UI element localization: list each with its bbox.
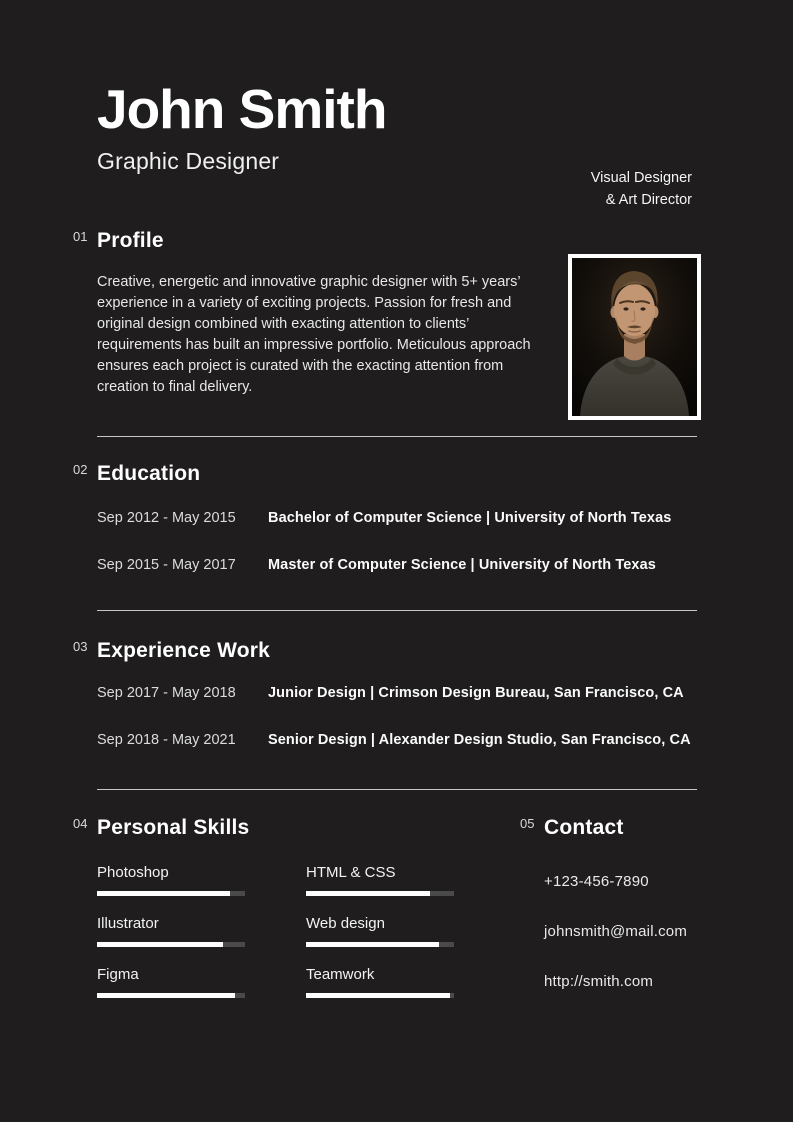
- skill-bar-fill: [97, 993, 235, 998]
- section-title-contact: Contact: [544, 816, 624, 840]
- skills-grid: [97, 864, 544, 998]
- tagline-line-2: & Art Director: [605, 191, 692, 208]
- skill-item: [97, 915, 245, 947]
- section-title-skills: Personal Skills: [97, 816, 250, 840]
- skill-bar-track: [97, 891, 245, 896]
- skill-bar-fill: [306, 993, 450, 998]
- tagline: [591, 168, 692, 211]
- contact-phone: +123-456-7890: [544, 873, 649, 891]
- profile-summary: Creative, energetic and innovative graphic designer with 5+ years’ experience in a variety of exciting projects. Passion for fresh and original design combined with exacting attention to clients’ requirements has built an impressive portfolio. Meticulous approach ensures each project is curated with the exacting attention from creation to final delivery.: [97, 273, 531, 395]
- section-contact-header: [520, 815, 697, 841]
- person-name: John Smith: [97, 78, 387, 140]
- experience-detail: Senior Design | Alexander Design Studio, San Francisco, CA: [268, 732, 691, 749]
- tagline-line-1: Visual Designer: [590, 170, 692, 186]
- section-number: 02: [73, 461, 88, 477]
- contact-email: johnsmith@mail.com: [544, 923, 688, 941]
- section-experience-header: [73, 638, 697, 664]
- skills-column: [73, 815, 544, 1023]
- section-divider: [97, 436, 697, 437]
- skill-item: [97, 966, 245, 998]
- skill-bar-fill: [306, 891, 430, 896]
- section-profile-header: [73, 228, 697, 254]
- skill-bar-fill: [306, 942, 439, 947]
- section-title-profile: Profile: [97, 229, 164, 253]
- education-dates: Sep 2015 - May 2017: [97, 556, 236, 573]
- section-divider: [97, 789, 697, 790]
- bottom-columns: [73, 815, 697, 1023]
- person-job-title: Graphic Designer: [97, 148, 280, 175]
- portrait-illustration: [572, 258, 697, 416]
- skill-label: Web design: [306, 915, 385, 933]
- education-dates: Sep 2012 - May 2015: [97, 509, 236, 526]
- skill-label: Figma: [97, 966, 139, 984]
- skill-label: Illustrator: [97, 915, 159, 933]
- contact-website: http://smith.com: [544, 973, 654, 991]
- skill-item: [306, 915, 454, 947]
- skill-bar-track: [306, 891, 454, 896]
- section-number: 04: [73, 816, 88, 832]
- section-divider: [97, 610, 697, 611]
- section-title-experience: Experience Work: [97, 638, 271, 662]
- skill-bar-fill: [97, 942, 223, 947]
- section-title-education: Education: [97, 461, 201, 485]
- education-row: [97, 509, 697, 527]
- section-number: 05: [520, 816, 535, 832]
- experience-detail: Junior Design | Crimson Design Bureau, San Francisco, CA: [268, 685, 684, 702]
- section-skills-header: [73, 815, 544, 841]
- contact-list: [544, 873, 697, 991]
- experience-dates: Sep 2018 - May 2021: [97, 732, 236, 749]
- section-education-header: [73, 461, 697, 487]
- skill-bar-track: [306, 993, 454, 998]
- education-row: [97, 556, 697, 574]
- portrait-photo: [568, 254, 701, 420]
- skill-item: [306, 966, 454, 998]
- skill-label: Teamwork: [306, 966, 375, 984]
- education-detail: Master of Computer Science | University of North Texas: [268, 556, 656, 573]
- experience-dates: Sep 2017 - May 2018: [97, 685, 236, 702]
- skill-item: [97, 864, 245, 896]
- skill-label: HTML & CSS: [306, 864, 396, 882]
- skill-bar-track: [97, 942, 245, 947]
- education-detail: Bachelor of Computer Science | University of North Texas: [268, 509, 672, 526]
- skill-item: [306, 864, 454, 896]
- experience-row: [97, 731, 697, 749]
- experience-row: [97, 684, 697, 702]
- skill-bar-fill: [97, 891, 230, 896]
- skill-bar-track: [97, 993, 245, 998]
- contact-column: [520, 815, 697, 1023]
- section-number: 01: [73, 229, 88, 245]
- section-number: 03: [73, 638, 88, 654]
- skill-bar-track: [306, 942, 454, 947]
- skill-label: Photoshop: [97, 864, 169, 882]
